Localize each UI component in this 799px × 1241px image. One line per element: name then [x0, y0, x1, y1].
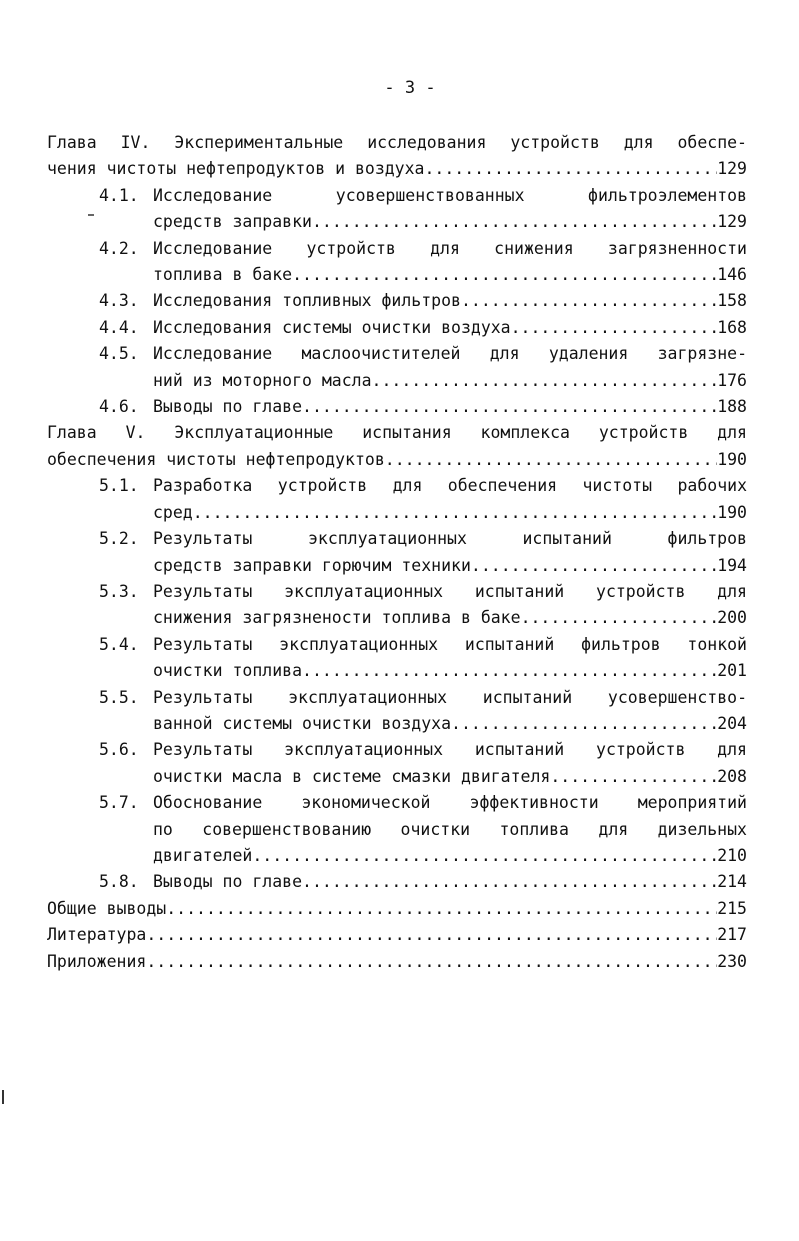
- toc-entry-title: топлива в баке: [153, 265, 293, 285]
- toc-section-entry: [47, 737, 747, 790]
- toc-entry-page: 200: [717, 608, 747, 628]
- dot-leader: [451, 711, 717, 737]
- toc-entry-page: 190: [717, 449, 747, 469]
- toc-entry-page: 215: [717, 898, 747, 918]
- toc-entry-page: 188: [717, 397, 747, 417]
- toc-entry-number: 5.1.: [99, 476, 139, 496]
- toc-entry-number: 5.7.: [99, 793, 139, 813]
- toc-entry-title: ний из моторного масла: [153, 370, 372, 390]
- toc-entry-title: Выводы по главе: [153, 872, 303, 892]
- toc-section-entry: [47, 685, 747, 738]
- dot-leader: [511, 315, 718, 341]
- toc-entry-title-line: Глава V. Эксплуатационные испытания комплекса устройств для: [47, 423, 747, 443]
- toc-section-entry: [47, 869, 747, 895]
- toc-entry-number: 4.4.: [99, 317, 139, 337]
- toc-entry-number: 5.6.: [99, 740, 139, 760]
- toc-entry-title: Приложения: [47, 951, 147, 971]
- toc-entry-number: 5.5.: [99, 687, 139, 707]
- dot-leader: [146, 922, 717, 948]
- dot-leader: [372, 368, 718, 394]
- toc-entry-title-line: Результаты эксплуатационных испытаний фильтров: [153, 529, 747, 549]
- toc-entry-page: 176: [717, 370, 747, 390]
- dot-leader: [312, 209, 717, 235]
- dot-leader: [550, 764, 717, 790]
- toc-entry-number: 4.6.: [99, 397, 139, 417]
- toc-entry-title-line: Исследование усовершенствованных фильтроэлементов: [153, 185, 747, 205]
- toc-entry-leader-line: [47, 896, 747, 922]
- toc-entry-page: 129: [717, 159, 747, 179]
- table-of-contents: [47, 130, 747, 975]
- toc-section-entry: [47, 632, 747, 685]
- toc-section-entry: [47, 579, 747, 632]
- toc-entry-title-line: Результаты эксплуатационных испытаний устройств для: [153, 581, 747, 601]
- dot-leader: [302, 394, 717, 420]
- toc-entry-number: 4.3.: [99, 291, 139, 311]
- toc-entry-title: очистки масла в системе смазки двигателя: [153, 766, 551, 786]
- toc-section-entry: [47, 341, 747, 394]
- toc-entry-page: 168: [717, 317, 747, 337]
- dot-leader: [302, 869, 717, 895]
- toc-entry-title: ванной системы очистки воздуха: [153, 713, 452, 733]
- toc-entry-leader-line: [153, 764, 747, 790]
- toc-section-entry: [47, 790, 747, 869]
- dot-leader: [146, 949, 717, 975]
- toc-section-entry: [47, 236, 747, 289]
- toc-entry-page: 208: [717, 766, 747, 786]
- toc-entry-leader-line: [153, 288, 747, 314]
- toc-entry-title: Выводы по главе: [153, 397, 303, 417]
- dot-leader: [166, 896, 717, 922]
- toc-entry-leader-line: [153, 658, 747, 684]
- toc-entry-page: 217: [717, 925, 747, 945]
- toc-entry-leader-line: [47, 949, 747, 975]
- toc-section-entry: [47, 473, 747, 526]
- toc-entry-number: 5.8.: [99, 872, 139, 892]
- toc-entry-title-line: Результаты эксплуатационных испытаний усовершенство-: [153, 687, 747, 707]
- toc-entry-number: 5.4.: [99, 634, 139, 654]
- toc-chapter-entry: [47, 130, 747, 183]
- dot-leader: [302, 658, 717, 684]
- dot-leader: [385, 447, 717, 473]
- toc-chapter-entry: [47, 922, 747, 948]
- toc-entry-title-line: по совершенствованию очистки топлива для дизельных: [153, 819, 747, 839]
- dot-leader: [425, 156, 718, 182]
- toc-chapter-entry: [47, 420, 747, 473]
- toc-entry-title-line: Глава IV. Экспериментальные исследования устройств для обеспе-: [47, 133, 747, 152]
- toc-entry-number: 4.2.: [99, 238, 139, 258]
- toc-entry-page: 190: [717, 502, 747, 522]
- toc-entry-leader-line: [153, 605, 747, 631]
- dot-leader: [193, 500, 717, 526]
- toc-entry-title: сред: [153, 502, 193, 522]
- toc-entry-page: 204: [717, 713, 747, 733]
- toc-entry-leader-line: [153, 315, 747, 341]
- toc-entry-leader-line: [47, 447, 747, 473]
- toc-entry-leader-line: [47, 156, 747, 182]
- toc-section-entry: [47, 315, 747, 341]
- toc-entry-leader-line: [153, 262, 747, 288]
- toc-entry-number: 4.1.: [99, 185, 139, 205]
- toc-entry-page: 230: [717, 951, 747, 971]
- toc-section-entry: [47, 288, 747, 314]
- toc-entry-title-line: Результаты эксплуатационных испытаний устройств для: [153, 740, 747, 760]
- toc-entry-page: 210: [717, 845, 747, 865]
- toc-entry-number: 4.5.: [99, 344, 139, 364]
- toc-entry-leader-line: [153, 843, 747, 869]
- toc-section-entry: [47, 526, 747, 579]
- toc-section-entry: [47, 394, 747, 420]
- toc-entry-number: 5.3.: [99, 581, 139, 601]
- toc-entry-title: обеспечения чистоты нефтепродуктов: [47, 449, 385, 469]
- toc-entry-leader-line: [153, 869, 747, 895]
- toc-entry-title-line: Разработка устройств для обеспечения чистоты рабочих: [153, 476, 747, 496]
- toc-entry-leader-line: [153, 394, 747, 420]
- toc-entry-page: 194: [717, 555, 747, 575]
- toc-entry-title: очистки топлива: [153, 661, 303, 681]
- toc-entry-page: 201: [717, 661, 747, 681]
- toc-entry-title: Общие выводы: [47, 898, 167, 918]
- toc-entry-page: 129: [717, 212, 747, 232]
- toc-chapter-entry: [47, 949, 747, 975]
- toc-entry-page: 146: [717, 265, 747, 285]
- toc-entry-title: средств заправки: [153, 212, 312, 232]
- toc-entry-number: 5.2.: [99, 529, 139, 549]
- toc-entry-leader-line: [47, 922, 747, 948]
- toc-entry-title: чения чистоты нефтепродуктов и воздуха: [47, 159, 425, 179]
- toc-section-entry: [47, 183, 747, 236]
- toc-entry-title-line: Исследование устройств для снижения загрязненности: [153, 238, 747, 258]
- toc-entry-title: средств заправки горючим техники: [153, 555, 471, 575]
- toc-entry-title: двигателей: [153, 845, 253, 865]
- toc-entry-title: Литература: [47, 925, 147, 945]
- toc-entry-title-line: Результаты эксплуатационных испытаний фильтров тонкой: [153, 634, 747, 654]
- toc-entry-page: 214: [717, 872, 747, 892]
- toc-entry-title-line: Обоснование экономической эффективности мероприятий: [153, 793, 747, 813]
- scan-margin-mark: [2, 1090, 4, 1104]
- toc-entry-title: Исследования системы очистки воздуха: [153, 317, 511, 337]
- toc-entry-title: Исследования топливных фильтров: [153, 291, 461, 311]
- dot-leader: [292, 262, 717, 288]
- dot-leader: [461, 288, 717, 314]
- toc-entry-leader-line: [153, 500, 747, 526]
- toc-entry-leader-line: [153, 368, 747, 394]
- page-number: - 3 -: [384, 78, 436, 98]
- toc-entry-leader-line: [153, 711, 747, 737]
- toc-entry-title: снижения загрязнености топлива в баке: [153, 608, 521, 628]
- dot-leader: [252, 843, 717, 869]
- toc-entry-title-line: Исследование маслоочистителей для удаления загрязне-: [153, 344, 747, 364]
- dot-leader: [521, 605, 718, 631]
- toc-chapter-entry: [47, 896, 747, 922]
- toc-entry-page: 158: [717, 291, 747, 311]
- dot-leader: [471, 553, 717, 579]
- toc-entry-leader-line: [153, 553, 747, 579]
- toc-entry-leader-line: [153, 209, 747, 235]
